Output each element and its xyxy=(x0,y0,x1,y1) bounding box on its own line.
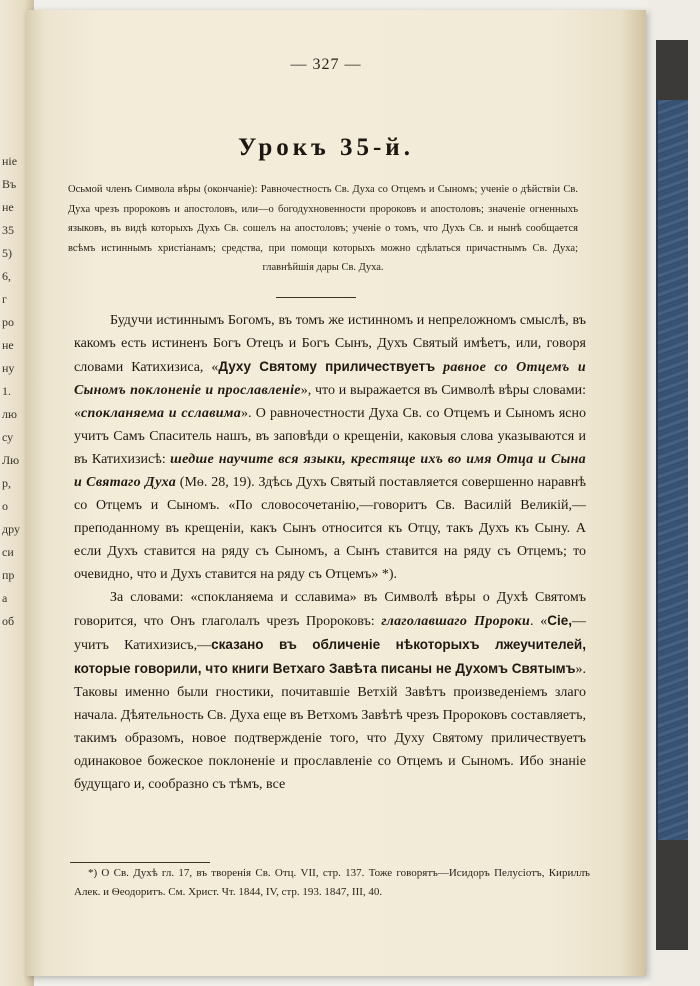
text-run: », что и выражается въ Символѣ вѣры словами: « xyxy=(74,383,586,421)
text-run: ». Таковы именно были гностики, почитавшіе Ветхій Завѣтъ произведеніемъ злаго начала. Дѣятельность Св. Духа еще въ Ветхомъ Завѣтѣ чрезъ Пророковъ составляетъ, такимъ образомъ, новое подтвержденіе того, что Духу Святому приличествуетъ одинаковое божеское поклоненіе и прославленіе со Отцемъ и Сыномъ. Ибо знаніе будущаго и, сообразно съ тѣмъ, все xyxy=(74,662,586,792)
bold-quote: Сіе, xyxy=(547,613,572,628)
italic-quote: равное со Отцемъ и Сыномъ поклоненіе и прославленіе xyxy=(74,360,586,398)
book-page xyxy=(26,10,646,976)
footnote-text: *) О Св. Духѣ гл. 17, въ творенія Св. Отц. VII, стр. 137. Тоже говорятъ—Исидоръ Пелусіотъ, Кириллъ Алек. и Ѳеодоритъ. См. Христ. Чт. 1844, IV, стр. 193. 1847, III, 40. xyxy=(74,867,590,898)
main-text xyxy=(74,309,586,796)
italic-quote: глаголавшаго Пророки xyxy=(381,614,531,629)
text-run: —учитъ Катихизисъ,— xyxy=(74,614,586,653)
lesson-summary: Осьмой членъ Символа вѣры (окончаніе): Равночестность Св. Духа со Отцемъ и Сыномъ; ученіе о дѣйствіи Св. Духа чрезъ пророковъ и апостоловъ, или—о богодухновенности пророковъ и апостоловъ; значеніе огненныхъ языковъ, въ видѣ которыхъ Духъ Св. сошелъ на апостоловъ; ученіе о томъ, что Духъ Св. и нынѣ сообщается всѣмъ истиннымъ христіанамъ; средства, при помощи которыхъ можно сдѣлаться причастнымъ Св. Духа; главнѣйшія дары Св. Духа. xyxy=(68,184,578,273)
text-run: . « xyxy=(530,614,548,629)
book-cover xyxy=(648,0,700,986)
section-divider xyxy=(276,297,356,298)
text-run: Будучи истиннымъ Богомъ, въ томъ же истинномъ и непреложномъ смыслѣ, въ какомъ есть истиненъ Богъ Отецъ и Богъ Сынъ, Духъ Святый имѣетъ, или, говоря словами Катихизиса, « xyxy=(74,313,586,375)
italic-quote: спокланяема и сславима xyxy=(81,406,242,421)
footnote xyxy=(74,864,590,902)
text-run: За словами: «спокланяема и сславима» въ Символѣ вѣры о Духѣ Святомъ говорится, что Онъ глаголалъ чрезъ Пророковъ: xyxy=(74,590,586,629)
text-run xyxy=(435,360,443,375)
text-run: ». О равночестности Духа Св. со Отцемъ и Сыномъ ясно учитъ Самъ Спаситель нашъ, въ заповѣди о крещеніи, каковыя слова указываются и въ Катихизисѣ: xyxy=(74,406,586,467)
bold-quote: Духу Святому приличествуетъ xyxy=(218,359,436,374)
cover-leather-corner-bottom xyxy=(656,840,688,950)
left-page-fragment: ніе Въ не 35 5) 6, г ро не ну 1. лю су Лю р, о дру си пр а об xyxy=(2,154,20,628)
paragraph xyxy=(74,586,586,796)
cover-cloth xyxy=(656,40,688,940)
page-number: — 327 — xyxy=(290,56,362,73)
footnote-divider xyxy=(70,862,210,863)
paragraph xyxy=(74,309,586,586)
italic-quote: шедше научите вся языки, крестяще ихъ во имя Отца и Сына и Святаго Духа xyxy=(74,452,586,490)
cover-leather-corner-top xyxy=(656,40,688,100)
text-run: (Мѳ. 28, 19). Здѣсь Духъ Святый поставляется совершенно наравнѣ со Отцемъ и Сыномъ. «По словосочетанію,—говоритъ Св. Василій Великій,—преподанному въ крещеніи, какъ Сынъ относится къ Отцу, такъ Духъ къ Сыну. А если Духъ ставится на ряду съ Сыномъ, а Сынъ ставится на ряду съ Отцемъ; то очевидно, что и Духъ ставится на ряду съ Отцемъ» *). xyxy=(74,475,586,582)
lesson-heading: Урокъ 35-й. xyxy=(238,134,414,161)
bold-quote: сказано въ обличеніе нѣкоторыхъ лжеучителей, которые говорили, что книги Ветхаго Завѣта писаны не Духомъ Святымъ xyxy=(74,637,586,676)
